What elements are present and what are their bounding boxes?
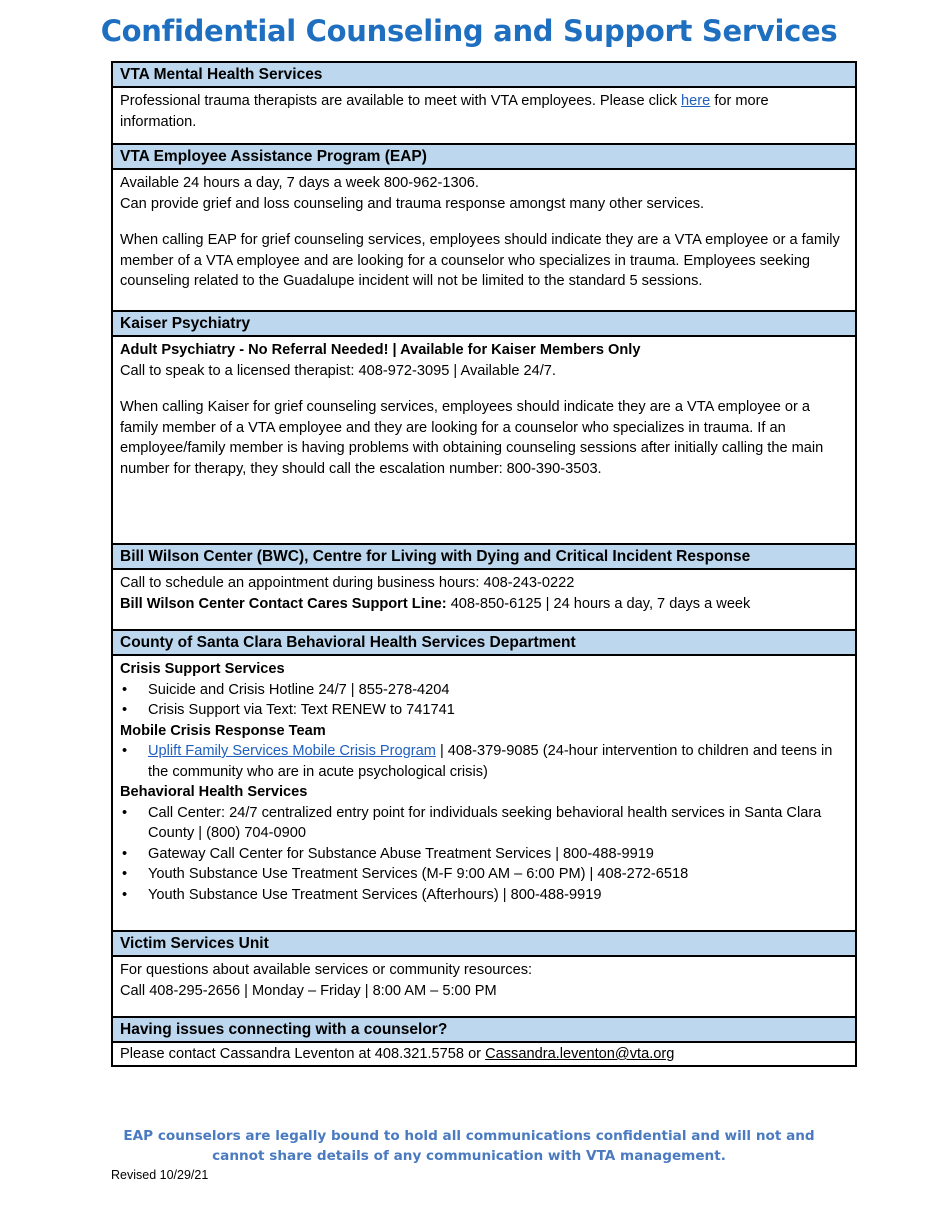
section-body-county <box>113 656 855 932</box>
section-body-bwc <box>113 570 855 631</box>
kaiser-paragraph: When calling Kaiser for grief counseling services, employees should indicate they are a VTA employee or a family member of a VTA employee and they are looking for a counselor who specializes in trauma. If an employee/family member is having problems with obtaining counseling sessions after initially calling the main number for therapy, they should call the escalation number: 800-390-3503. <box>120 399 824 477</box>
services-table <box>111 61 857 1067</box>
crisis-support-list <box>120 680 847 721</box>
bwc-line-2: Bill Wilson Center Contact Cares Support Line: 408-850-6125 | 24 hours a day, 7 days a week <box>120 595 751 612</box>
mobile-crisis-title: Mobile Crisis Response Team <box>120 722 326 739</box>
bwc-line-1: Call to schedule an appointment during business hours: 408-243-0222 <box>120 575 575 591</box>
crisis-support-title: Crisis Support Services <box>120 661 285 677</box>
list-item: • Gateway Call Center for Substance Abuse Treatment Services | 800-488-9919 <box>122 845 654 862</box>
section-header-vta-mental-health: VTA Mental Health Services <box>113 63 855 88</box>
eap-line-2: Can provide grief and loss counseling and trauma response amongst many other services. <box>120 195 705 212</box>
list-item: • Youth Substance Use Treatment Services (M-F 9:00 AM – 6:00 PM) | 408-272-6518 <box>122 866 689 882</box>
section-header-county: County of Santa Clara Behavioral Health Services Department <box>113 631 855 656</box>
section-body-vta-mental-health <box>113 88 855 145</box>
section-header-victim-services: Victim Services Unit <box>113 932 855 957</box>
list-item: • Crisis Support via Text: Text RENEW to 741741 <box>122 702 455 718</box>
page-title: Confidential Counseling and Support Services <box>100 14 838 48</box>
eap-paragraph: When calling EAP for grief counseling services, employees should indicate they are a VTA employee or a family member of a VTA employee and are looking for a counselor who specializes in trauma. Employees seeking counseling related to the Guadalupe incident will not be limited to the standard 5 sessions. <box>120 232 840 289</box>
list-item: • Youth Substance Use Treatment Services (Afterhours) | 800-488-9919 <box>122 886 602 903</box>
eap-line-1: Available 24 hours a day, 7 days a week 800-962-1306. <box>120 175 479 191</box>
kaiser-line-2: Call to speak to a licensed therapist: 408-972-3095 | Available 24/7. <box>120 362 556 379</box>
kaiser-bold-line: Adult Psychiatry - No Referral Needed! | Available for Kaiser Members Only <box>120 342 641 358</box>
uplift-mobile-crisis-link[interactable]: Uplift Family Services Mobile Crisis Program <box>148 743 436 759</box>
section-body-eap <box>113 170 855 312</box>
section-header-eap: VTA Employee Assistance Program (EAP) <box>113 145 855 170</box>
footer-note: EAP counselors are legally bound to hold all communications confidential and will not and cannot share details of any communication with VTA management. <box>123 1128 815 1164</box>
issues-text: Please contact Cassandra Leventon at 408.321.5758 or Cassandra.leventon@vta.org <box>120 1046 675 1062</box>
section-body-victim-services <box>113 957 855 1018</box>
section-header-bwc: Bill Wilson Center (BWC), Centre for Living with Dying and Critical Incident Response <box>113 545 855 570</box>
list-item: • Call Center: 24/7 centralized entry point for individuals seeking behavioral health services in Santa Clara County | (800) 704-0900 <box>122 804 822 841</box>
email-link[interactable]: Cassandra.leventon@vta.org <box>485 1046 675 1062</box>
section-body-issues <box>113 1043 855 1065</box>
victim-line-1: For questions about available services or community resources: <box>120 962 533 978</box>
behavioral-health-title: Behavioral Health Services <box>120 784 308 800</box>
mobile-crisis-list <box>120 741 847 782</box>
revised-date: Revised 10/29/21 <box>111 1168 209 1182</box>
section-header-kaiser: Kaiser Psychiatry <box>113 312 855 337</box>
list-item: • Suicide and Crisis Hotline 24/7 | 855-278-4204 <box>122 681 450 698</box>
victim-line-2: Call 408-295-2656 | Monday – Friday | 8:00 AM – 5:00 PM <box>120 982 497 999</box>
here-link[interactable]: here <box>681 93 711 109</box>
section-body-kaiser <box>113 337 855 545</box>
behavioral-health-list <box>120 803 847 906</box>
list-item: • Uplift Family Services Mobile Crisis Program | 408-379-9085 (24-hour intervention to children and teens in the community who are in acute psychological crisis) <box>122 743 833 780</box>
section-header-issues: Having issues connecting with a counselor? <box>113 1018 855 1043</box>
vta-mental-text: Professional trauma therapists are available to meet with VTA employees. Please click here for more information. <box>120 93 769 130</box>
